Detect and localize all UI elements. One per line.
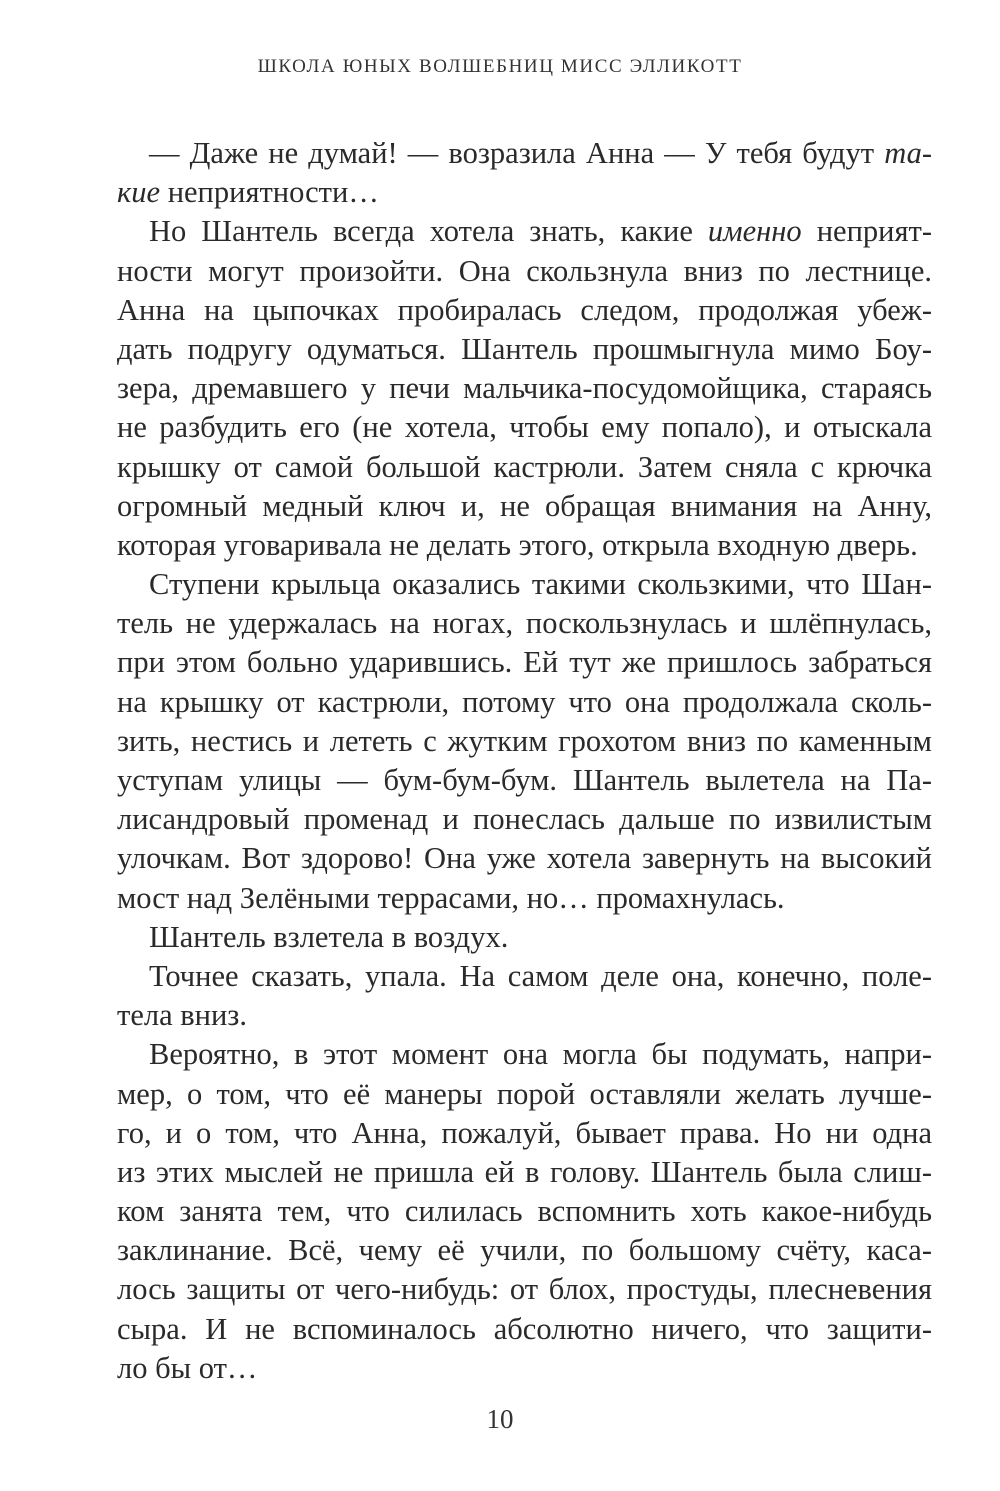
italic-text: кие xyxy=(117,175,161,210)
text-run: улочкам. Вот здорово! Она уже хотела завернуть на высокий xyxy=(117,841,932,876)
text-line xyxy=(117,1310,932,1349)
paragraph xyxy=(117,565,932,918)
text-run: крышку от самой большой кастрюли. Затем сняла с крючка xyxy=(117,449,932,484)
text-run: лисандровый променад и понеслась дальше по извилистым xyxy=(117,802,932,837)
text-run: Ступени крыльца оказались такими скользкими, что Шан- xyxy=(149,567,932,602)
text-line xyxy=(117,957,932,996)
text-line xyxy=(117,330,932,369)
text-run: Шантель взлетела в воздух. xyxy=(149,919,509,954)
text-line xyxy=(117,1270,932,1309)
text-line xyxy=(117,722,932,761)
text-line xyxy=(117,1075,932,1114)
text-line xyxy=(117,408,932,447)
text-run: неприятности… xyxy=(160,175,379,210)
text-line xyxy=(117,487,932,526)
text-run: мост над Зелёными террасами, но… промахнулась. xyxy=(117,880,785,915)
text-line xyxy=(117,134,932,173)
text-run: сыра. И не вспоминалось абсолютно ничего, что защити- xyxy=(117,1311,932,1346)
text-run: — Даже не думай! — возразила Анна — У тебя будут xyxy=(149,136,885,170)
text-run: неприят- xyxy=(801,214,932,249)
text-run: тель не удержалась на ногах, поскользнулась и шлёпнулась, xyxy=(117,606,932,641)
text-line xyxy=(117,212,932,251)
text-line xyxy=(117,918,932,957)
text-line xyxy=(117,369,932,408)
text-line xyxy=(117,800,932,839)
text-line xyxy=(117,839,932,878)
text-line xyxy=(117,683,932,722)
page-number: 10 xyxy=(486,1404,514,1434)
text-run: Анна на цыпочках пробиралась следом, продолжая убеж- xyxy=(117,292,932,327)
text-line xyxy=(117,996,932,1035)
text-run: ности могут произойти. Она скользнула вниз по лестнице. xyxy=(117,253,932,288)
text-run: на крышку от кастрюли, потому что она продолжала сколь- xyxy=(117,684,932,719)
text-run: Но Шантель всегда хотела знать, какие xyxy=(149,214,708,249)
italic-text: та- xyxy=(884,136,932,170)
text-run: тела вниз. xyxy=(117,998,247,1033)
text-line xyxy=(117,879,932,918)
text-line xyxy=(117,1349,932,1388)
text-line xyxy=(117,1231,932,1270)
text-line xyxy=(117,173,932,212)
text-line xyxy=(117,1035,932,1074)
paragraph xyxy=(117,918,932,957)
paragraph xyxy=(117,1035,932,1388)
text-run: зить, нестись и лететь с жутким грохотом вниз по каменным xyxy=(117,723,932,758)
text-run: которая уговаривала не делать этого, открыла входную дверь. xyxy=(117,527,918,562)
paragraph xyxy=(117,957,932,1035)
italic-text: именно xyxy=(707,214,802,249)
text-line xyxy=(117,604,932,643)
text-run: уступам улицы — бум-бум-бум. Шантель вылетела на Па- xyxy=(117,763,932,797)
text-run: Точнее сказать, упала. На самом деле она, конечно, поле- xyxy=(149,958,932,993)
text-run: дать подругу одуматься. Шантель прошмыгнула мимо Боу- xyxy=(117,331,932,366)
text-line xyxy=(117,565,932,604)
text-run: заклинание. Всё, чему её учили, по большому счёту, каса- xyxy=(117,1233,932,1268)
text-run: при этом больно ударившись. Ей тут же пришлось забраться xyxy=(117,645,932,680)
text-run: мер, о том, что её манеры порой оставляли желать лучше- xyxy=(117,1076,932,1111)
running-head: ШКОЛА ЮНЫХ ВОЛШЕБНИЦ МИСС ЭЛЛИКОТТ xyxy=(257,56,743,77)
text-run: огромный медный ключ и, не обращая внимания на Анну, xyxy=(117,488,932,523)
text-run: из этих мыслей не пришла ей в голову. Шантель была слиш- xyxy=(117,1154,932,1189)
text-line xyxy=(117,526,932,565)
text-run: ло бы от… xyxy=(117,1350,258,1385)
text-line xyxy=(117,643,932,682)
text-line xyxy=(117,448,932,487)
body-text xyxy=(117,134,932,1388)
text-line xyxy=(117,761,932,800)
text-run: го, и о том, что Анна, пожалуй, бывает права. Но ни одна xyxy=(117,1115,932,1150)
paragraph xyxy=(117,212,932,565)
text-line xyxy=(117,252,932,291)
text-line xyxy=(117,291,932,330)
text-line xyxy=(117,1153,932,1192)
text-run: лось защиты от чего-нибудь: от блох, простуды, плесневения xyxy=(117,1272,932,1307)
text-run: Вероятно, в этот момент она могла бы подумать, напри- xyxy=(149,1037,932,1072)
text-line xyxy=(117,1192,932,1231)
text-run: ком занята тем, что силилась вспомнить хоть какое-нибудь xyxy=(117,1194,932,1229)
text-run: зера, дремавшего у печи мальчика-посудомойщика, стараясь xyxy=(117,371,932,406)
paragraph xyxy=(117,134,932,212)
text-line xyxy=(117,1114,932,1153)
text-run: не разбудить его (не хотела, чтобы ему попало), и отыскала xyxy=(117,410,932,445)
